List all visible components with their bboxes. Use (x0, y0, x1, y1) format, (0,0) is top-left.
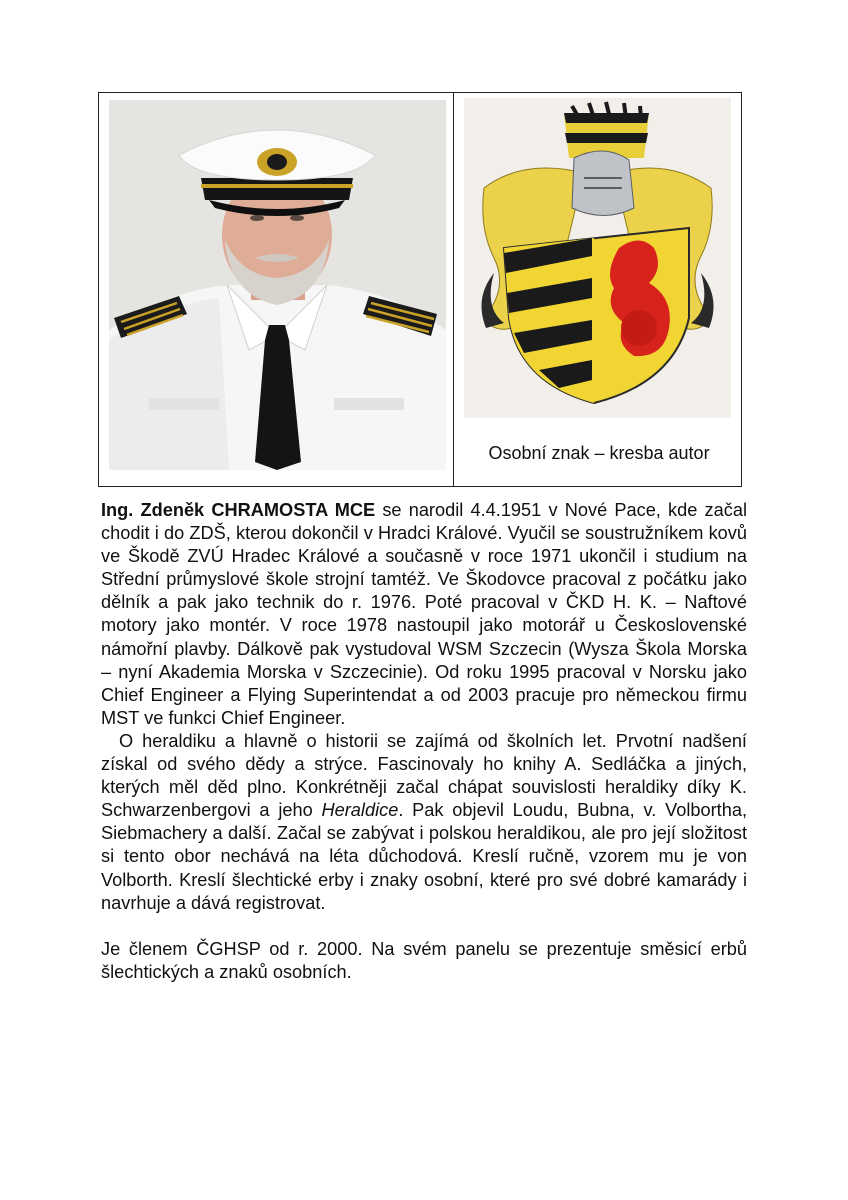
paragraph-3: Je členem ČGHSP od r. 2000. Na svém panelu se prezentuje směsicí erbů šlechtických a znaků osobních. (101, 938, 747, 982)
paragraph-1 (101, 499, 747, 730)
person-name: Ing. Zdeněk CHRAMOSTA MCE (101, 500, 376, 520)
book-title: Heraldice (321, 800, 399, 821)
biography-text (101, 499, 747, 984)
paragraph-2-text-b: . Pak objevil Loudu, Bubna, v. Volbortha, Siebmachery a další. Začal se zabývat i polskou heraldikou, ale pro její složitost si tento obor nechává na léta důchodová. Kreslí ručně, vzorem mu je von Volborth. Kreslí šlechtické erby i znaky osobní, které pro své dobré kamarády i navrhuje a dává registrovat. (101, 800, 748, 913)
figure-frame (98, 92, 742, 487)
paragraph-2-text-a: O heraldiku a hlavně o historii se zajímá od školních let. Prvotní nadšení získal od svého dědy a strýce. Fascinovaly ho knihy A. Sedláčka a jiných, kterých měl děd plno. Konkrétněji začal chápat souvislosti heraldiky díky K. Schwarzenbergovi a jeho (101, 730, 747, 821)
portrait-photo (109, 100, 446, 470)
coat-of-arms-drawing (464, 98, 731, 418)
paragraph-1-text: se narodil 4.4.1951 v Nové Pace, kde začal chodit i do ZDŠ, kterou dokončil v Hradci Králové. Vyučil se soustružníkem kovů ve Škodě ZVÚ Hradec Králové a současně v roce 1971 ukončil i studium na Střední průmyslové škole strojní tamtéž. Ve Škodovce pracoval z počátku jako dělník a pak jako technik do r. 1976. Poté pracoval v ČKD H. K. – Naftové motory jako montér. V roce 1978 nastoupil jako motorář u Československé námořní plavby. Dálkově pak vystudoval WSM Szczecin (Wysza Škola Morska – nyní Akademia Morska v Szczecinie). Od roku 1995 pracoval v Norsku jako Chief Engineer a Flying Superintendat a od 2003 pracuje pro německou firmu MST ve funkci Chief Engineer. (101, 500, 747, 728)
figure-caption: Osobní znak – kresba autor (488, 443, 710, 463)
paragraph-2 (101, 730, 747, 915)
frame-divider (453, 93, 454, 486)
